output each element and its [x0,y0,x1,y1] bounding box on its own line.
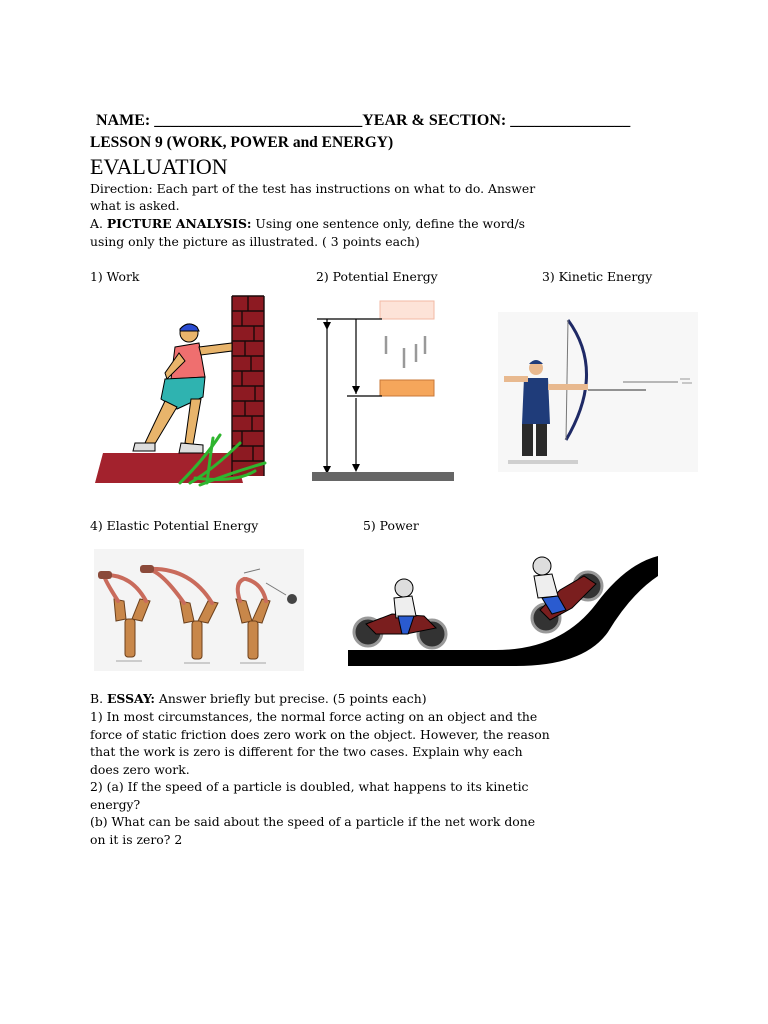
item-label-potential-energy: 2) Potential Energy [316,269,438,284]
essay-line-4: does zero work. [90,762,190,777]
lesson-title: LESSON 9 (WORK, POWER and ENERGY) [90,134,394,151]
part-a-prefix: A. [90,216,107,231]
left-motorcycle [354,579,446,648]
potential-energy-illustration [312,298,462,486]
name-line [96,112,630,130]
part-a-heading: PICTURE ANALYSIS: [106,216,252,231]
essay-line-7: (b) What can be said about the speed of a particle if the net work done [90,814,536,829]
power-illustration [346,554,660,670]
part-a-line-2: using only the picture as illustrated. ( 3 points each) [90,234,420,249]
essay-line-5: 2) (a) If the speed of a particle is doubled, what happens to its kinetic [90,779,529,794]
essay-line-8: on it is zero? 2 [90,832,183,847]
essay-line-2: force of static friction does zero work on the object. However, the reason [90,727,550,742]
direction-line-1: Direction: Each part of the test has instructions on what to do. Answer [90,181,536,196]
direction-line-2: what is asked. [90,198,180,213]
item-label-kinetic-energy: 3) Kinetic Energy [542,269,653,284]
essay-line-1: 1) In most circumstances, the normal force acting on an object and the [90,709,538,724]
part-b-heading: ESSAY: [106,691,155,706]
part-a-line-1-rest: Using one sentence only, define the word/s [251,216,526,231]
elastic-potential-energy-illustration [94,549,304,671]
item-label-elastic-potential-energy: 4) Elastic Potential Energy [90,518,259,533]
evaluation-title: EVALUATION [90,154,228,179]
kinetic-energy-illustration [498,312,698,472]
name-label: NAME: __________________________ [96,112,363,129]
year-section-label: YEAR & SECTION: _______________ [362,112,631,129]
essay-line-6: energy? [90,797,141,812]
part-b-heading-line [90,690,427,708]
part-b-prefix: B. [90,691,107,706]
part-b-heading-rest: Answer briefly but precise. (5 points each) [154,691,427,706]
item-label-power: 5) Power [363,518,419,533]
part-a-line-1 [90,215,525,233]
essay-line-3: that the work is zero is different for the two cases. Explain why each [90,744,523,759]
item-label-work: 1) Work [90,269,140,284]
work-illustration [95,293,270,488]
